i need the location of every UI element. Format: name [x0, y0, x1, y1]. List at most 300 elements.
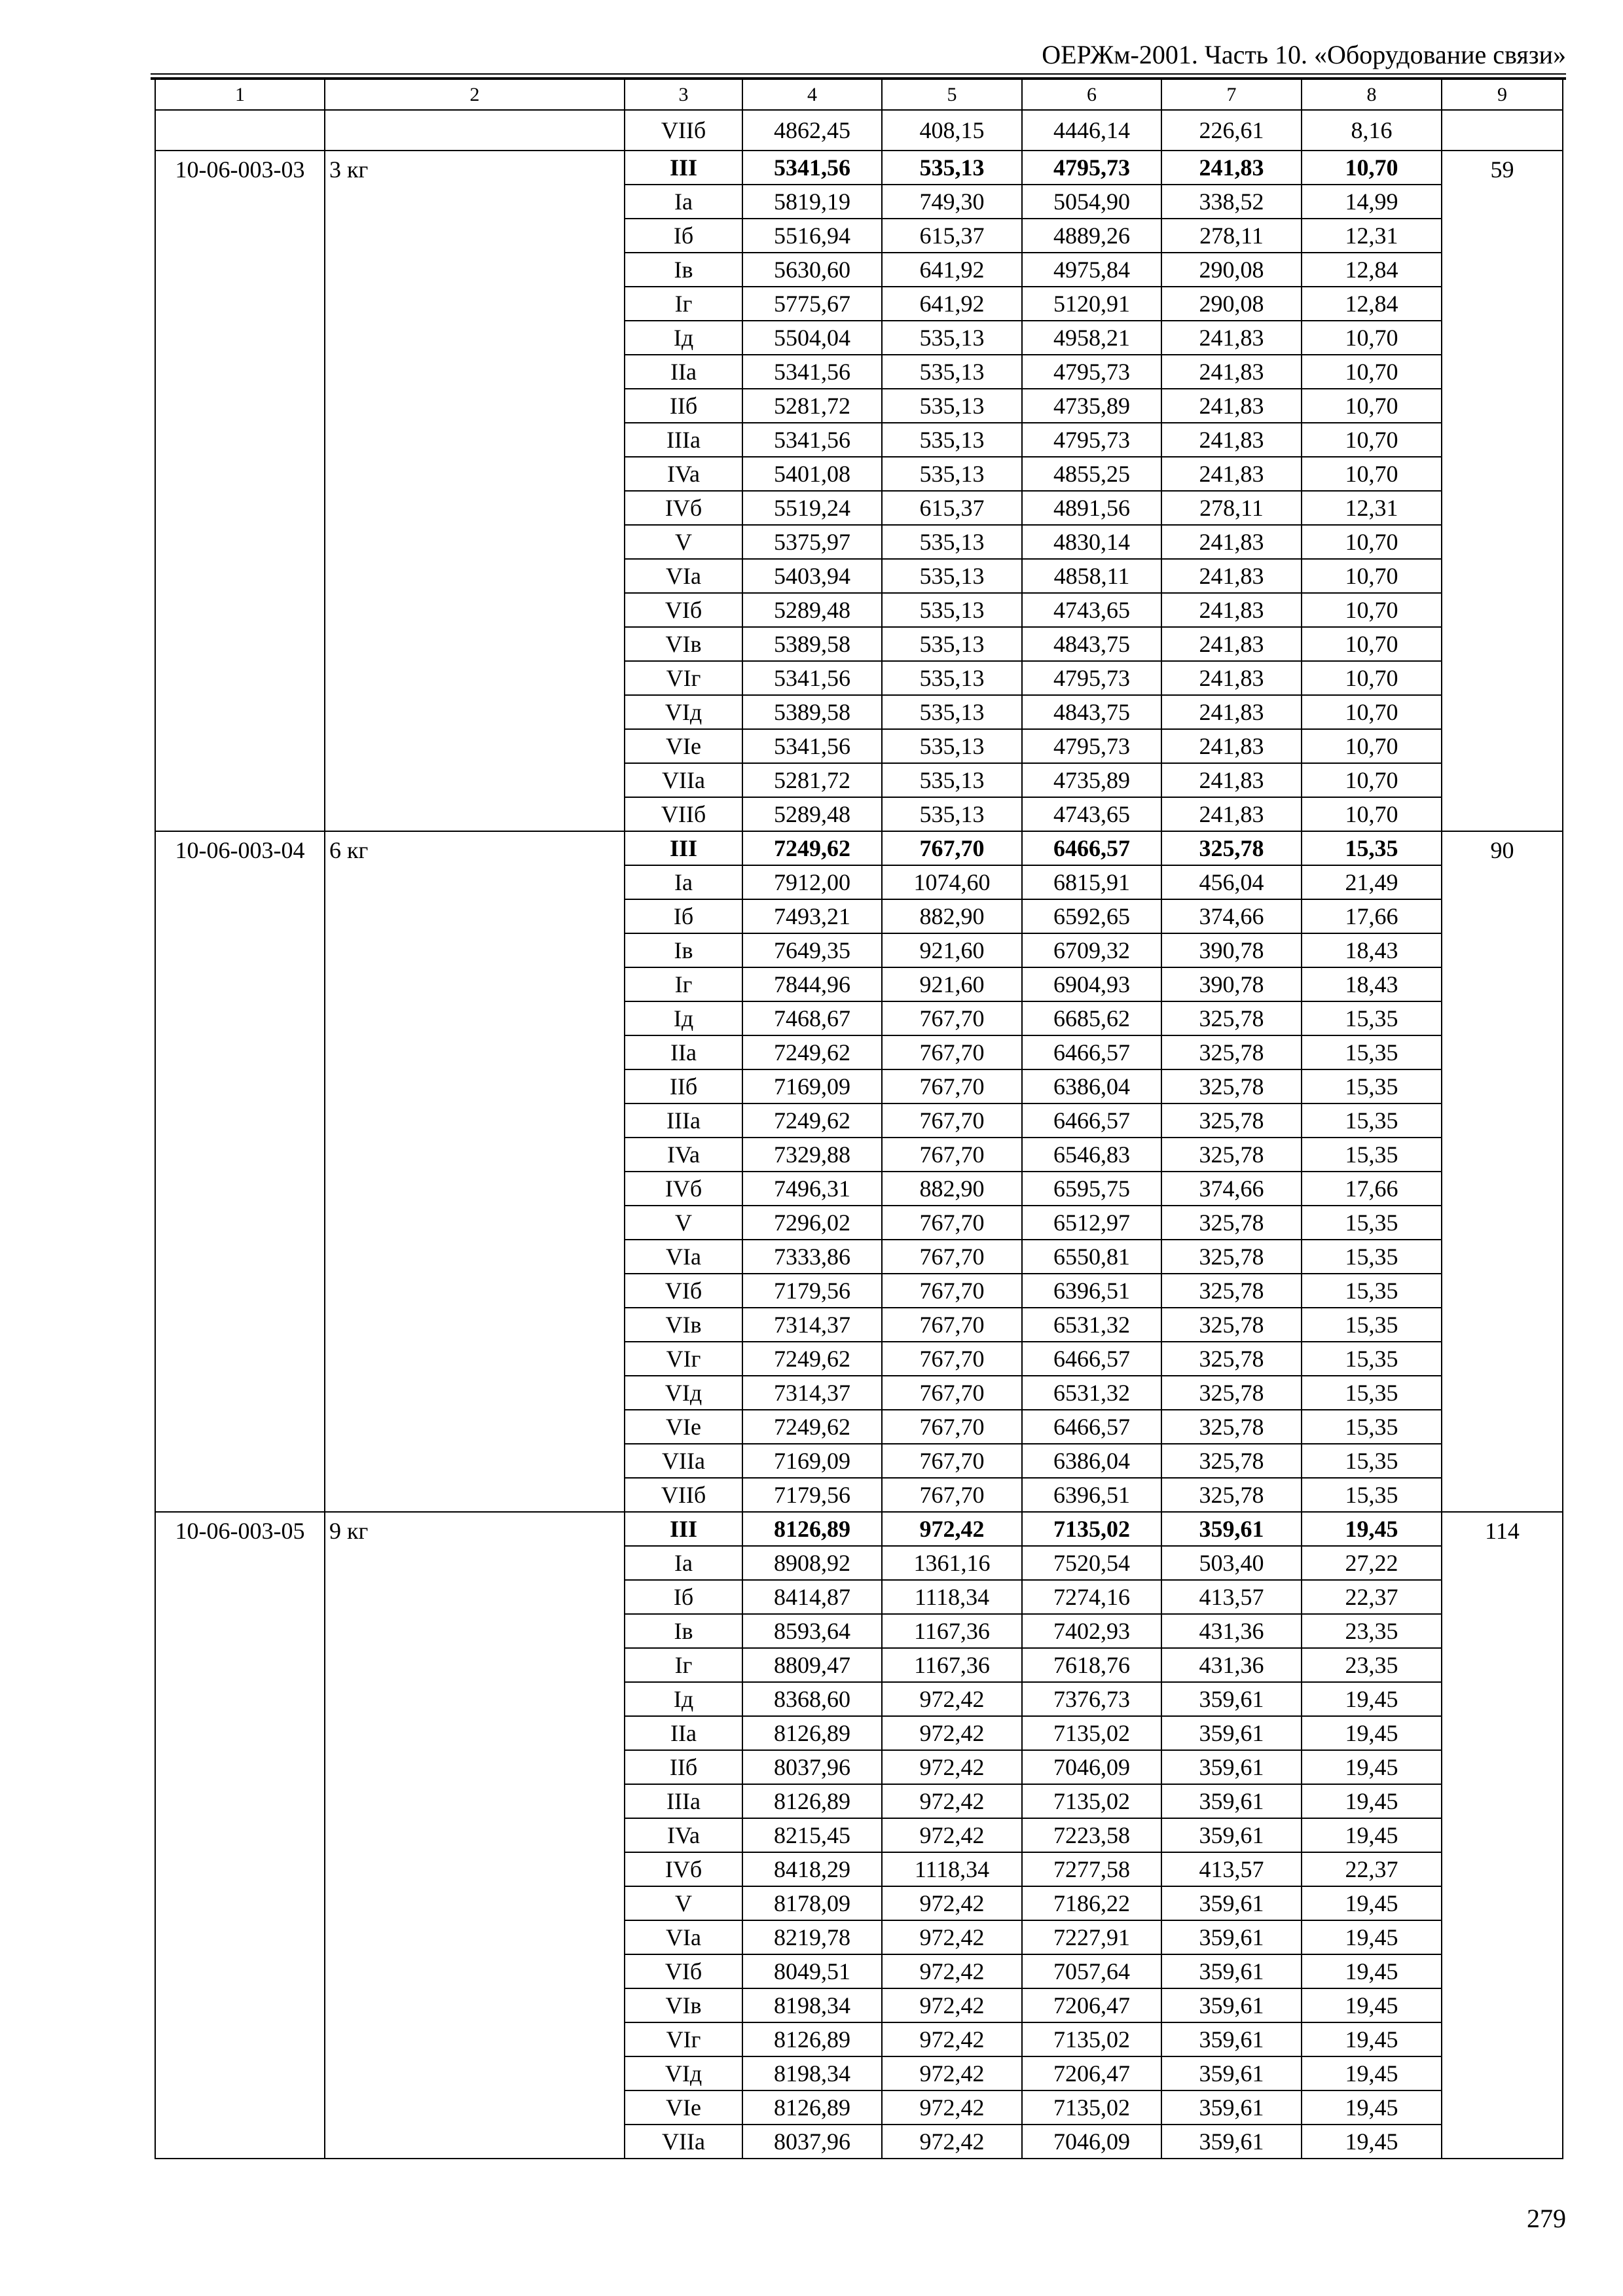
table-row — [155, 151, 1563, 185]
materials-cell: 15,35 — [1302, 1376, 1442, 1410]
machinist-wages-cell: 241,83 — [1161, 763, 1302, 797]
machinist-wages-cell: 241,83 — [1161, 525, 1302, 559]
materials-cell: 19,45 — [1302, 2125, 1442, 2159]
machines-cell: 7206,47 — [1022, 2056, 1161, 2090]
zone-cell: IVб — [625, 1172, 742, 1206]
total-cost-cell: 7329,88 — [742, 1138, 882, 1172]
labor-cell — [1442, 110, 1563, 151]
machinist-wages-cell: 374,66 — [1161, 899, 1302, 933]
zone-cell: VIб — [625, 1954, 742, 1988]
zone-cell: Ia — [625, 1546, 742, 1580]
machinist-wages-cell: 359,61 — [1161, 1988, 1302, 2022]
materials-cell: 12,84 — [1302, 287, 1442, 321]
machinist-wages-cell: 431,36 — [1161, 1648, 1302, 1682]
total-cost-cell: 8126,89 — [742, 2022, 882, 2056]
machines-cell: 7618,76 — [1022, 1648, 1161, 1682]
machines-cell: 4446,14 — [1022, 110, 1161, 151]
wages-cell: 535,13 — [882, 355, 1022, 389]
wages-cell: 767,70 — [882, 1274, 1022, 1308]
machinist-wages-cell: 413,57 — [1161, 1852, 1302, 1886]
machines-cell: 5054,90 — [1022, 185, 1161, 219]
materials-cell: 10,70 — [1302, 457, 1442, 491]
wages-cell: 882,90 — [882, 899, 1022, 933]
wages-cell: 972,42 — [882, 1818, 1022, 1852]
machines-cell: 7135,02 — [1022, 1716, 1161, 1750]
machines-cell: 4795,73 — [1022, 355, 1161, 389]
wages-cell: 767,70 — [882, 1069, 1022, 1103]
machines-cell: 6466,57 — [1022, 831, 1161, 865]
wages-cell: 972,42 — [882, 1784, 1022, 1818]
materials-cell: 19,45 — [1302, 2056, 1442, 2090]
machinist-wages-cell: 359,61 — [1161, 1954, 1302, 1988]
zone-cell: VIIб — [625, 797, 742, 831]
materials-cell: 19,45 — [1302, 2022, 1442, 2056]
zone-cell: VIIa — [625, 2125, 742, 2159]
carry-over-row — [155, 110, 1563, 151]
materials-cell: 19,45 — [1302, 1512, 1442, 1546]
wages-cell: 767,70 — [882, 1478, 1022, 1512]
total-cost-cell: 5504,04 — [742, 321, 882, 355]
zone-cell: IIa — [625, 1716, 742, 1750]
zone-cell: VIд — [625, 1376, 742, 1410]
materials-cell: 10,70 — [1302, 763, 1442, 797]
materials-cell: 15,35 — [1302, 1342, 1442, 1376]
machines-cell: 4891,56 — [1022, 491, 1161, 525]
wages-cell: 767,70 — [882, 1035, 1022, 1069]
wages-cell: 767,70 — [882, 1001, 1022, 1035]
machinist-wages-cell: 325,78 — [1161, 1444, 1302, 1478]
machines-cell: 4889,26 — [1022, 219, 1161, 253]
total-cost-cell: 7649,35 — [742, 933, 882, 967]
wages-cell: 972,42 — [882, 1512, 1022, 1546]
machines-cell: 6709,32 — [1022, 933, 1161, 967]
wages-cell: 615,37 — [882, 219, 1022, 253]
machines-cell: 7376,73 — [1022, 1682, 1161, 1716]
total-cost-cell: 7179,56 — [742, 1274, 882, 1308]
zone-cell: IIб — [625, 1069, 742, 1103]
materials-cell: 19,45 — [1302, 1920, 1442, 1954]
materials-cell: 15,35 — [1302, 831, 1442, 865]
machines-cell: 7135,02 — [1022, 1512, 1161, 1546]
column-number: 6 — [1022, 79, 1161, 110]
wages-cell: 972,42 — [882, 1988, 1022, 2022]
total-cost-cell: 8908,92 — [742, 1546, 882, 1580]
total-cost-cell: 7169,09 — [742, 1444, 882, 1478]
materials-cell: 19,45 — [1302, 1716, 1442, 1750]
machines-cell: 4830,14 — [1022, 525, 1161, 559]
materials-cell: 18,43 — [1302, 933, 1442, 967]
total-cost-cell: 7468,67 — [742, 1001, 882, 1035]
wages-cell: 972,42 — [882, 2090, 1022, 2125]
total-cost-cell: 5375,97 — [742, 525, 882, 559]
machines-cell: 4795,73 — [1022, 151, 1161, 185]
materials-cell: 23,35 — [1302, 1648, 1442, 1682]
machinist-wages-cell: 241,83 — [1161, 355, 1302, 389]
wages-cell: 767,70 — [882, 1342, 1022, 1376]
machines-cell: 7520,54 — [1022, 1546, 1161, 1580]
wages-cell: 1074,60 — [882, 865, 1022, 899]
machinist-wages-cell: 359,61 — [1161, 1512, 1302, 1546]
total-cost-cell: 7249,62 — [742, 831, 882, 865]
wages-cell: 535,13 — [882, 593, 1022, 627]
total-cost-cell: 8126,89 — [742, 1512, 882, 1546]
labor-total: 90 — [1442, 831, 1563, 1512]
machines-cell: 4795,73 — [1022, 423, 1161, 457]
machinist-wages-cell: 325,78 — [1161, 1478, 1302, 1512]
zone-cell: VIг — [625, 661, 742, 695]
wages-cell: 972,42 — [882, 1886, 1022, 1920]
header-rule — [151, 73, 1566, 75]
materials-cell: 10,70 — [1302, 593, 1442, 627]
total-cost-cell: 5516,94 — [742, 219, 882, 253]
materials-cell: 19,45 — [1302, 2090, 1442, 2125]
machines-cell: 6531,32 — [1022, 1308, 1161, 1342]
machines-cell: 7057,64 — [1022, 1954, 1161, 1988]
total-cost-cell: 8178,09 — [742, 1886, 882, 1920]
total-cost-cell: 7844,96 — [742, 967, 882, 1001]
materials-cell: 12,31 — [1302, 491, 1442, 525]
materials-cell: 18,43 — [1302, 967, 1442, 1001]
zone-cell: V — [625, 525, 742, 559]
zone-cell: Iв — [625, 933, 742, 967]
materials-cell: 10,70 — [1302, 695, 1442, 729]
machines-cell: 4958,21 — [1022, 321, 1161, 355]
wages-cell: 972,42 — [882, 1716, 1022, 1750]
materials-cell: 23,35 — [1302, 1614, 1442, 1648]
machinist-wages-cell: 359,61 — [1161, 2090, 1302, 2125]
wages-cell: 408,15 — [882, 110, 1022, 151]
rate-name: 3 кг — [325, 151, 625, 831]
machinist-wages-cell: 241,83 — [1161, 695, 1302, 729]
zone-cell: VIв — [625, 1988, 742, 2022]
total-cost-cell: 8037,96 — [742, 2125, 882, 2159]
materials-cell: 22,37 — [1302, 1580, 1442, 1614]
zone-cell: VIд — [625, 695, 742, 729]
machines-cell: 6592,65 — [1022, 899, 1161, 933]
wages-cell: 535,13 — [882, 389, 1022, 423]
machines-cell: 4743,65 — [1022, 797, 1161, 831]
total-cost-cell: 4862,45 — [742, 110, 882, 151]
machinist-wages-cell: 325,78 — [1161, 1308, 1302, 1342]
wages-cell: 921,60 — [882, 967, 1022, 1001]
rate-name: 9 кг — [325, 1512, 625, 2159]
column-number: 3 — [625, 79, 742, 110]
zone-cell: Iд — [625, 1682, 742, 1716]
name-cell — [325, 110, 625, 151]
wages-cell: 767,70 — [882, 1308, 1022, 1342]
materials-cell: 19,45 — [1302, 1954, 1442, 1988]
total-cost-cell: 8049,51 — [742, 1954, 882, 1988]
materials-cell: 19,45 — [1302, 1988, 1442, 2022]
materials-cell: 10,70 — [1302, 389, 1442, 423]
materials-cell: 10,70 — [1302, 559, 1442, 593]
total-cost-cell: 7912,00 — [742, 865, 882, 899]
wages-cell: 1167,36 — [882, 1614, 1022, 1648]
zone-cell: VIIa — [625, 763, 742, 797]
machinist-wages-cell: 325,78 — [1161, 831, 1302, 865]
zone-cell: VIг — [625, 2022, 742, 2056]
wages-cell: 767,70 — [882, 1138, 1022, 1172]
zone-cell: VIд — [625, 2056, 742, 2090]
machines-cell: 6531,32 — [1022, 1376, 1161, 1410]
machines-cell: 4843,75 — [1022, 695, 1161, 729]
materials-cell: 19,45 — [1302, 1818, 1442, 1852]
machines-cell: 6595,75 — [1022, 1172, 1161, 1206]
zone-cell: VIe — [625, 1410, 742, 1444]
wages-cell: 921,60 — [882, 933, 1022, 967]
wages-cell: 972,42 — [882, 1750, 1022, 1784]
total-cost-cell: 5341,56 — [742, 355, 882, 389]
zone-cell: IVa — [625, 1818, 742, 1852]
zone-cell: V — [625, 1206, 742, 1240]
machines-cell: 7274,16 — [1022, 1580, 1161, 1614]
wages-cell: 535,13 — [882, 321, 1022, 355]
total-cost-cell: 5519,24 — [742, 491, 882, 525]
machines-cell: 6546,83 — [1022, 1138, 1161, 1172]
materials-cell: 17,66 — [1302, 899, 1442, 933]
machinist-wages-cell: 374,66 — [1161, 1172, 1302, 1206]
total-cost-cell: 7249,62 — [742, 1035, 882, 1069]
machines-cell: 6466,57 — [1022, 1035, 1161, 1069]
zone-cell: IIб — [625, 389, 742, 423]
wages-cell: 535,13 — [882, 763, 1022, 797]
table-row — [155, 831, 1563, 865]
wages-cell: 972,42 — [882, 2022, 1022, 2056]
machines-cell: 4855,25 — [1022, 457, 1161, 491]
total-cost-cell: 8414,87 — [742, 1580, 882, 1614]
machines-cell: 5120,91 — [1022, 287, 1161, 321]
machinist-wages-cell: 359,61 — [1161, 1886, 1302, 1920]
machinist-wages-cell: 456,04 — [1161, 865, 1302, 899]
machines-cell: 7046,09 — [1022, 2125, 1161, 2159]
total-cost-cell: 5341,56 — [742, 729, 882, 763]
materials-cell: 15,35 — [1302, 1240, 1442, 1274]
zone-cell: IVa — [625, 1138, 742, 1172]
machinist-wages-cell: 241,83 — [1161, 151, 1302, 185]
zone-cell: VIa — [625, 1920, 742, 1954]
total-cost-cell: 7493,21 — [742, 899, 882, 933]
machinist-wages-cell: 226,61 — [1161, 110, 1302, 151]
total-cost-cell: 5819,19 — [742, 185, 882, 219]
zone-cell: IIIa — [625, 1103, 742, 1138]
machinist-wages-cell: 290,08 — [1161, 253, 1302, 287]
zone-cell: VIa — [625, 1240, 742, 1274]
machinist-wages-cell: 325,78 — [1161, 1342, 1302, 1376]
total-cost-cell: 7179,56 — [742, 1478, 882, 1512]
column-number: 7 — [1161, 79, 1302, 110]
machines-cell: 7402,93 — [1022, 1614, 1161, 1648]
total-cost-cell: 8219,78 — [742, 1920, 882, 1954]
code-cell — [155, 110, 325, 151]
zone-cell: Iг — [625, 1648, 742, 1682]
wages-cell: 767,70 — [882, 831, 1022, 865]
machinist-wages-cell: 325,78 — [1161, 1410, 1302, 1444]
wages-cell: 535,13 — [882, 729, 1022, 763]
materials-cell: 15,35 — [1302, 1138, 1442, 1172]
machinist-wages-cell: 325,78 — [1161, 1376, 1302, 1410]
wages-cell: 767,70 — [882, 1240, 1022, 1274]
wages-cell: 767,70 — [882, 1410, 1022, 1444]
zone-cell: IIa — [625, 1035, 742, 1069]
zone-cell: V — [625, 1886, 742, 1920]
machines-cell: 6466,57 — [1022, 1410, 1161, 1444]
materials-cell: 19,45 — [1302, 1750, 1442, 1784]
machines-cell: 7277,58 — [1022, 1852, 1161, 1886]
machinist-wages-cell: 390,78 — [1161, 967, 1302, 1001]
machines-cell: 6466,57 — [1022, 1342, 1161, 1376]
zone-cell: Ia — [625, 865, 742, 899]
materials-cell: 10,70 — [1302, 151, 1442, 185]
total-cost-cell: 7333,86 — [742, 1240, 882, 1274]
materials-cell: 19,45 — [1302, 1886, 1442, 1920]
wages-cell: 882,90 — [882, 1172, 1022, 1206]
machinist-wages-cell: 278,11 — [1161, 491, 1302, 525]
zone-cell: VIв — [625, 1308, 742, 1342]
wages-cell: 535,13 — [882, 627, 1022, 661]
column-number-row — [155, 79, 1563, 110]
page-number: 279 — [1527, 2204, 1566, 2233]
zone-cell: VIв — [625, 627, 742, 661]
machinist-wages-cell: 390,78 — [1161, 933, 1302, 967]
zone-cell: VIб — [625, 593, 742, 627]
machinist-wages-cell: 278,11 — [1161, 219, 1302, 253]
machinist-wages-cell: 359,61 — [1161, 1716, 1302, 1750]
machinist-wages-cell: 359,61 — [1161, 1750, 1302, 1784]
machines-cell: 6904,93 — [1022, 967, 1161, 1001]
wages-cell: 641,92 — [882, 287, 1022, 321]
labor-total: 59 — [1442, 151, 1563, 831]
machinist-wages-cell: 290,08 — [1161, 287, 1302, 321]
machinist-wages-cell: 241,83 — [1161, 729, 1302, 763]
machinist-wages-cell: 241,83 — [1161, 593, 1302, 627]
rate-name: 6 кг — [325, 831, 625, 1512]
wages-cell: 972,42 — [882, 1954, 1022, 1988]
zone-cell: VIe — [625, 729, 742, 763]
total-cost-cell: 7314,37 — [742, 1376, 882, 1410]
materials-cell: 15,35 — [1302, 1069, 1442, 1103]
column-number: 4 — [742, 79, 882, 110]
machines-cell: 7206,47 — [1022, 1988, 1161, 2022]
total-cost-cell: 5775,67 — [742, 287, 882, 321]
total-cost-cell: 5281,72 — [742, 389, 882, 423]
wages-cell: 535,13 — [882, 661, 1022, 695]
machinist-wages-cell: 325,78 — [1161, 1001, 1302, 1035]
materials-cell: 15,35 — [1302, 1035, 1442, 1069]
machinist-wages-cell: 241,83 — [1161, 627, 1302, 661]
materials-cell: 10,70 — [1302, 729, 1442, 763]
wages-cell: 535,13 — [882, 695, 1022, 729]
machines-cell: 6550,81 — [1022, 1240, 1161, 1274]
zone-cell: Iд — [625, 321, 742, 355]
machines-cell: 7135,02 — [1022, 2022, 1161, 2056]
zone-cell: VIб — [625, 1274, 742, 1308]
machinist-wages-cell: 338,52 — [1161, 185, 1302, 219]
total-cost-cell: 7496,31 — [742, 1172, 882, 1206]
materials-cell: 8,16 — [1302, 110, 1442, 151]
total-cost-cell: 8809,47 — [742, 1648, 882, 1682]
zone-cell: Iб — [625, 219, 742, 253]
total-cost-cell: 7249,62 — [742, 1103, 882, 1138]
rate-code: 10-06-003-03 — [155, 151, 325, 831]
machines-cell: 7223,58 — [1022, 1818, 1161, 1852]
machines-cell: 6386,04 — [1022, 1069, 1161, 1103]
machines-cell: 6815,91 — [1022, 865, 1161, 899]
total-cost-cell: 8126,89 — [742, 1716, 882, 1750]
total-cost-cell: 7296,02 — [742, 1206, 882, 1240]
machinist-wages-cell: 325,78 — [1161, 1069, 1302, 1103]
machines-cell: 6396,51 — [1022, 1274, 1161, 1308]
machines-cell: 4795,73 — [1022, 729, 1161, 763]
wages-cell: 1118,34 — [882, 1580, 1022, 1614]
zone-cell: IIIa — [625, 423, 742, 457]
wages-cell: 749,30 — [882, 185, 1022, 219]
wages-cell: 535,13 — [882, 559, 1022, 593]
wages-cell: 535,13 — [882, 151, 1022, 185]
total-cost-cell: 5289,48 — [742, 797, 882, 831]
materials-cell: 21,49 — [1302, 865, 1442, 899]
machines-cell: 6466,57 — [1022, 1103, 1161, 1138]
rate-code: 10-06-003-04 — [155, 831, 325, 1512]
machinist-wages-cell: 359,61 — [1161, 1818, 1302, 1852]
materials-cell: 15,35 — [1302, 1308, 1442, 1342]
materials-cell: 22,37 — [1302, 1852, 1442, 1886]
machinist-wages-cell: 359,61 — [1161, 2022, 1302, 2056]
wages-cell: 535,13 — [882, 797, 1022, 831]
total-cost-cell: 8126,89 — [742, 2090, 882, 2125]
zone-cell: IVa — [625, 457, 742, 491]
column-number: 9 — [1442, 79, 1563, 110]
total-cost-cell: 5281,72 — [742, 763, 882, 797]
zone-cell: Ia — [625, 185, 742, 219]
total-cost-cell: 7169,09 — [742, 1069, 882, 1103]
materials-cell: 15,35 — [1302, 1478, 1442, 1512]
machines-cell: 7186,22 — [1022, 1886, 1161, 1920]
machines-cell: 7046,09 — [1022, 1750, 1161, 1784]
machinist-wages-cell: 241,83 — [1161, 457, 1302, 491]
machinist-wages-cell: 503,40 — [1161, 1546, 1302, 1580]
machinist-wages-cell: 241,83 — [1161, 423, 1302, 457]
machinist-wages-cell: 359,61 — [1161, 1920, 1302, 1954]
machinist-wages-cell: 325,78 — [1161, 1274, 1302, 1308]
total-cost-cell: 5389,58 — [742, 627, 882, 661]
machinist-wages-cell: 241,83 — [1161, 661, 1302, 695]
table-row — [155, 1512, 1563, 1546]
machinist-wages-cell: 241,83 — [1161, 389, 1302, 423]
machinist-wages-cell: 359,61 — [1161, 1682, 1302, 1716]
zone-cell: VIIб — [625, 110, 742, 151]
zone-cell: VIг — [625, 1342, 742, 1376]
materials-cell: 10,70 — [1302, 661, 1442, 695]
machinist-wages-cell: 241,83 — [1161, 559, 1302, 593]
zone-cell: IVб — [625, 491, 742, 525]
wages-cell: 767,70 — [882, 1376, 1022, 1410]
wages-cell: 535,13 — [882, 457, 1022, 491]
total-cost-cell: 8198,34 — [742, 1988, 882, 2022]
machinist-wages-cell: 325,78 — [1161, 1138, 1302, 1172]
zone-cell: Iг — [625, 287, 742, 321]
materials-cell: 10,70 — [1302, 797, 1442, 831]
materials-cell: 14,99 — [1302, 185, 1442, 219]
total-cost-cell: 8418,29 — [742, 1852, 882, 1886]
machines-cell: 4735,89 — [1022, 763, 1161, 797]
wages-cell: 535,13 — [882, 423, 1022, 457]
zone-cell: Iв — [625, 253, 742, 287]
rate-code: 10-06-003-05 — [155, 1512, 325, 2159]
zone-cell: IIa — [625, 355, 742, 389]
materials-cell: 10,70 — [1302, 627, 1442, 661]
wages-cell: 1167,36 — [882, 1648, 1022, 1682]
total-cost-cell: 5389,58 — [742, 695, 882, 729]
